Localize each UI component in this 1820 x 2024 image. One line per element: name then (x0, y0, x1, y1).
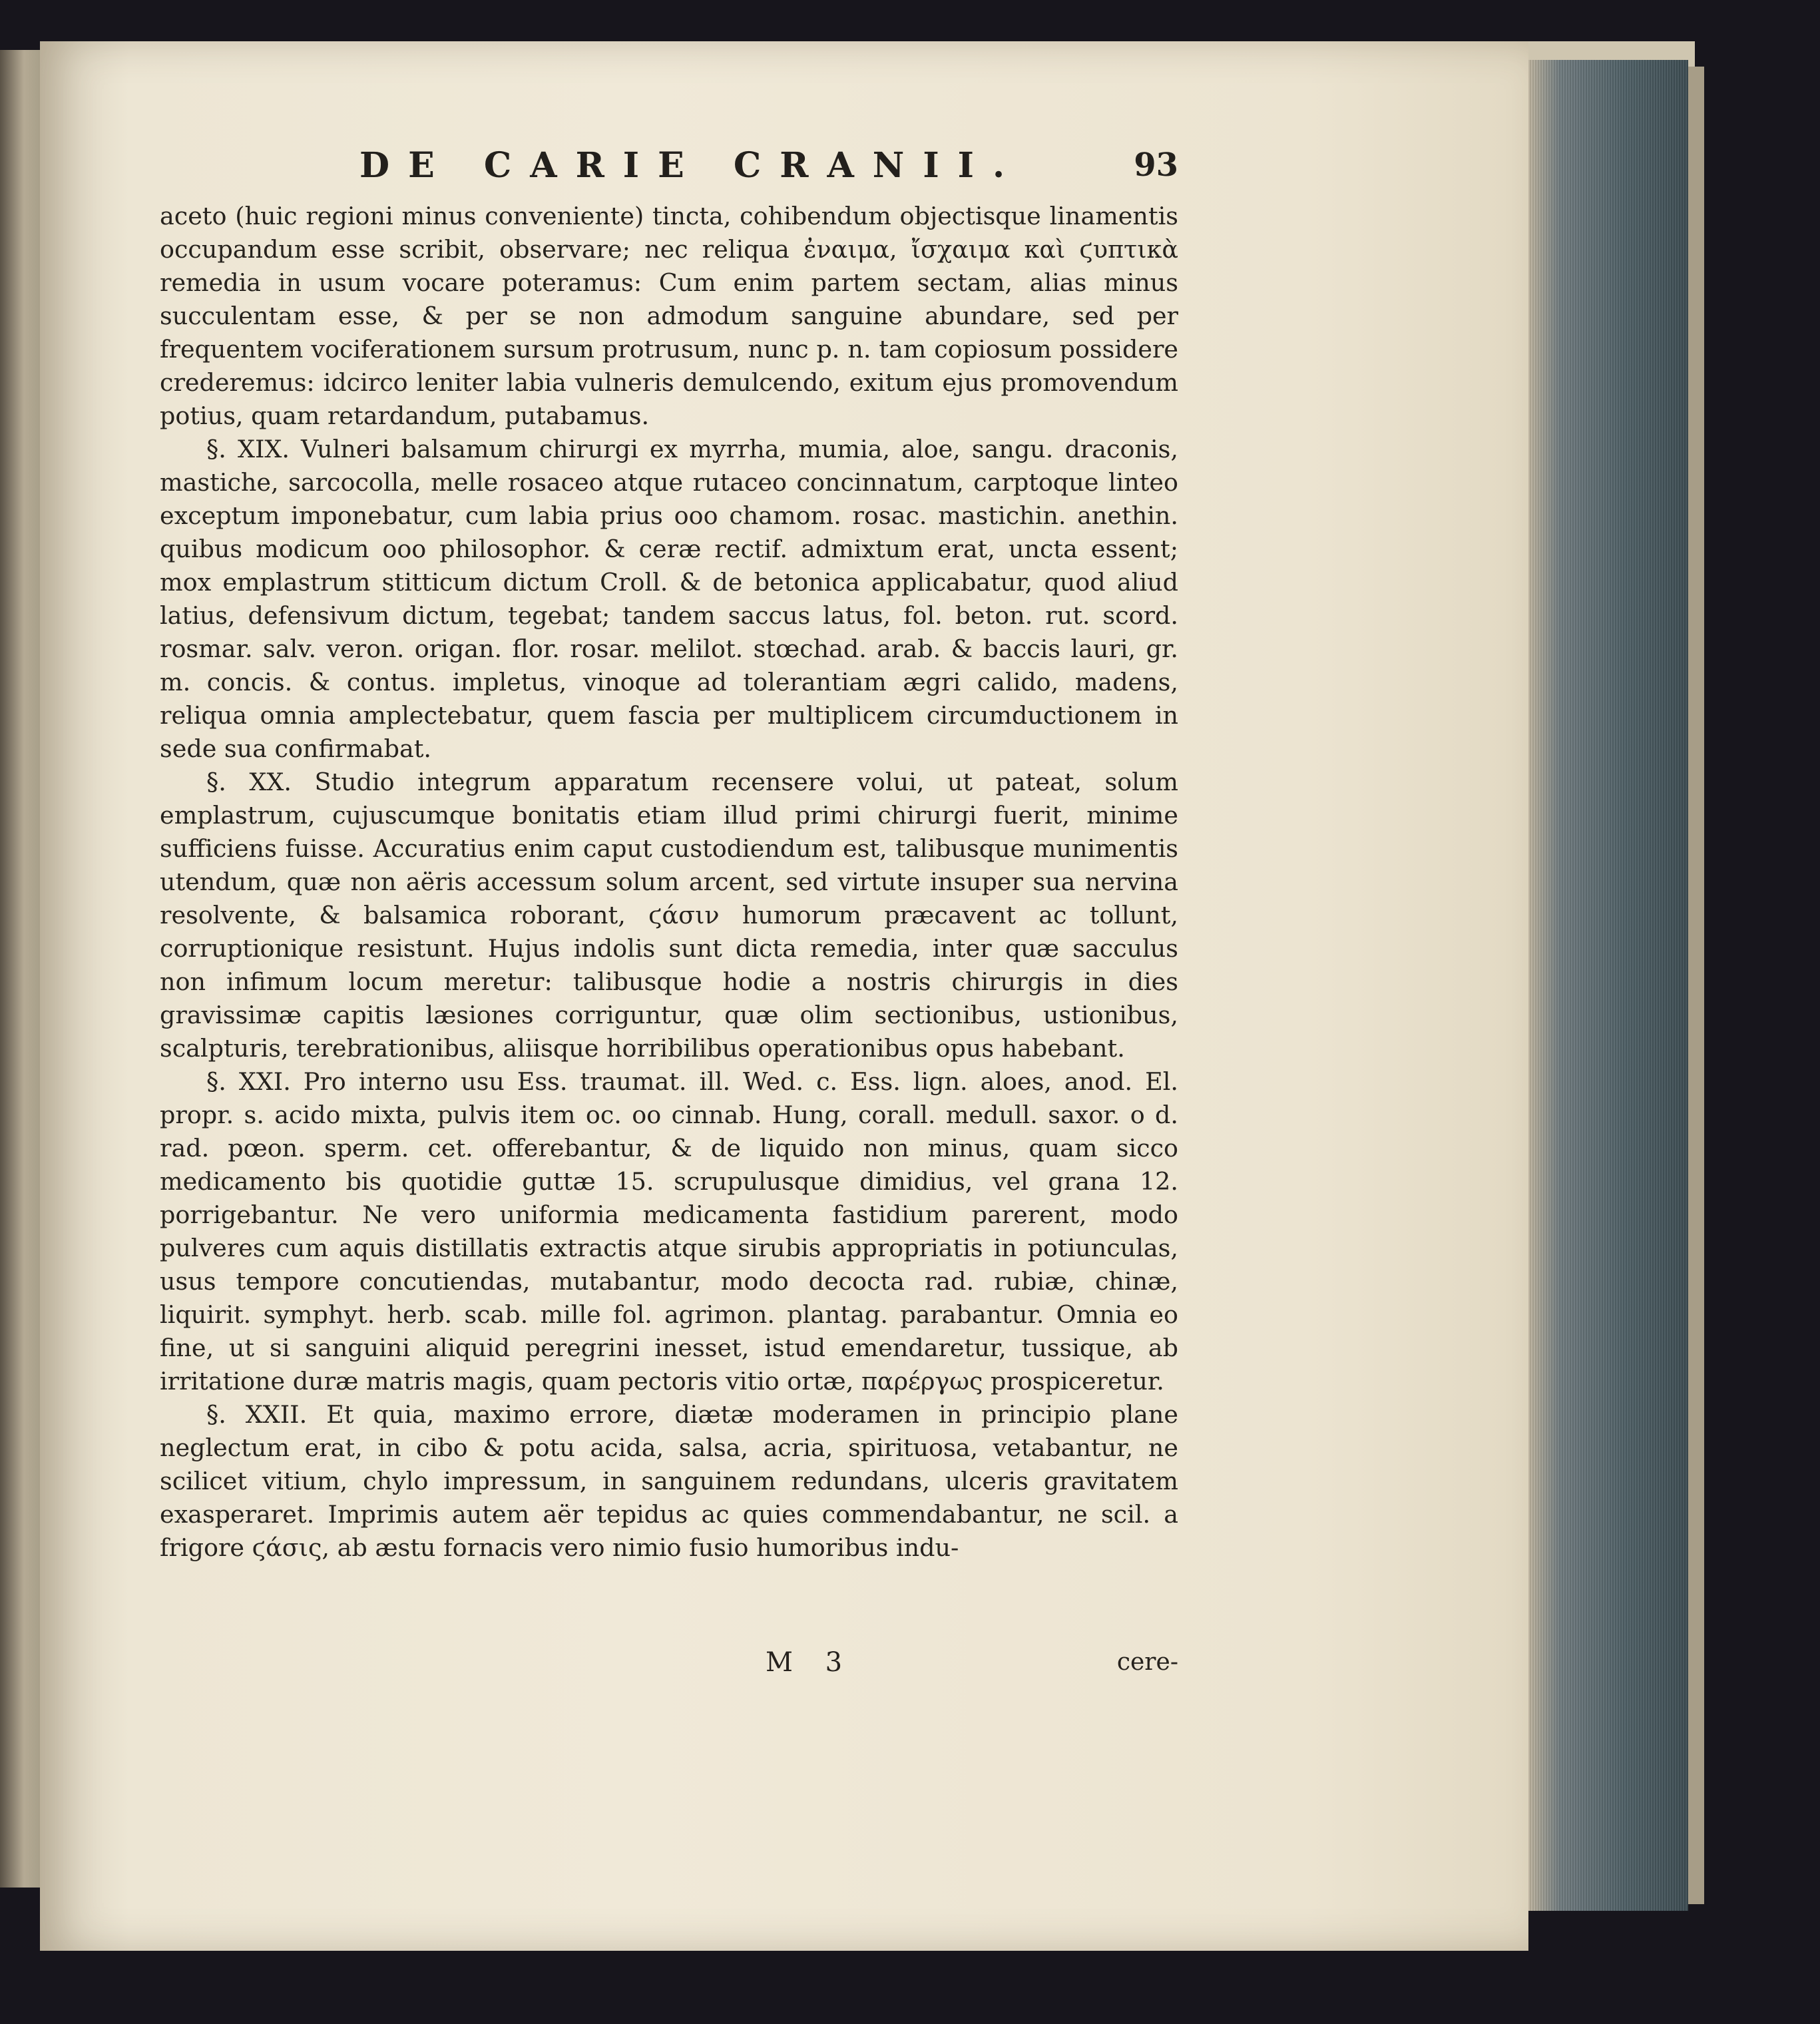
paragraph-section-xxi: §. XXI. Pro interno usu Ess. traumat. ill. Wed. c. Ess. lign. aloes, anod. El. propr. s. acido mixta, pulvis item oc. oo cinnab. Hung, corall. medull. saxor. o d. rad. pœon. sperm. cet. offerebantur, & de liquido non minus, quam sicco medicamento bis quotidie guttæ 15. scrupulusque dimidius, vel grana 12. porrigebantur. Ne vero uniformia medicamenta fastidium parerent, modo pulveres cum aquis distillatis extractis atque sirubis appropriatis in potiunculas, usus tempore concutiendas, mutabantur, modo decocta rad. rubiæ, chinæ, liquirit. symphyt. herb. scab. mille fol. agrimon. plantag. parabantur. Omnia eo fine, ut si sanguini aliquid peregrini inesset, istud emendaretur, tussique, ab irritatione duræ matris magis, quam pectoris vitio ortæ, παρέργως prospiceretur. (160, 1067, 1178, 1395)
paragraph-section-xx: §. XX. Studio integrum apparatum recensere volui, ut pateat, solum emplastrum, cujuscumque bonitatis etiam illud primi chirurgi fuerit, minime sufficiens fuisse. Accuratius enim caput custodiendum est, talibusque munimentis utendum, quæ non aëris accessum solum arcent, sed virtute insuper sua nervina resolvente, & balsamica roborant, ϛάσιν humorum præcavent ac tollunt, corruptionique resistunt. Hujus indolis sunt dicta remedia, inter quæ sacculus non infimum locum meretur: talibusque hodie a nostris chirurgis in dies gravissimæ capitis læsiones corriguntur, quæ olim sectionibus, ustionibus, scalpturis, terebrationibus, aliisque horribilibus operationibus opus habebant. (160, 768, 1178, 1063)
running-head: DE CARIE CRANII. (359, 145, 1024, 186)
catchword: cere- (1116, 1648, 1178, 1676)
paragraph-section-xxii: §. XXII. Et quia, maximo errore, diætæ moderamen in principio plane neglectum erat, in cibo & potu acida, salsa, acria, spirituosa, vetabantur, ne scilicet vitium, chylo impressum, in sanguinem redundans, ulceris gravitatem exasperaret. Imprimis autem aër tepidus ac quies commendabantur, ne scil. a frigore ϛάσις, ab æstu fornacis vero nimio fusio humoribus indu- (160, 1400, 1178, 1562)
facing-page-edge (0, 50, 40, 1888)
body-text (160, 200, 1178, 1565)
book-cover-edge (1688, 67, 1704, 1904)
signature-mark: M 3 (766, 1647, 855, 1678)
paragraph-section-xix: §. XIX. Vulneri balsamum chirurgi ex myrrha, mumia, aloe, sangu. draconis, mastiche, sarcocolla, melle rosaceo atque rutaceo concinnatum, carptoque linteo exceptum imponebatur, cum labia prius ooo chamom. rosac. mastichin. anethin. quibus modicum ooo philosophor. & ceræ rectif. admixtum erat, uncta essent; mox emplastrum stitticum dictum Croll. & de betonica applicabatur, quod aliud latius, defensivum dictum, tegebat; tandem saccus latus, fol. beton. rut. scord. rosmar. salv. veron. origan. flor. rosar. melilot. stœchad. arab. & baccis lauri, gr. m. concis. & contus. impletus, vinoque ad tolerantiam ægri calido, madens, reliqua omnia amplectebatur, quem fascia per multiplicem circumductionem in sede sua confirmabat. (160, 435, 1178, 763)
page-number: 93 (1134, 146, 1178, 184)
page-header (160, 145, 1178, 192)
page-block-edge (1528, 60, 1688, 1911)
paragraph-continuation: aceto (huic regioni minus conveniente) tincta, cohibendum objectisque linamentis occupandum esse scribit, observare; nec reliqua ἐναιμα, ἴσχαιμα καὶ ϛυπτικὰ remedia in usum vocare poteramus: Cum enim partem sectam, alias minus succulentam esse, & per se non admodum sanguine abundare, sed per frequentem vociferationem sursum protrusum, nunc p. n. tam copiosum possidere crederemus: idcirco leniter labia vulneris demulcendo, exitum ejus promovendum potius, quam retardandum, putabamus. (160, 202, 1178, 430)
page-footer (160, 1647, 1178, 1680)
